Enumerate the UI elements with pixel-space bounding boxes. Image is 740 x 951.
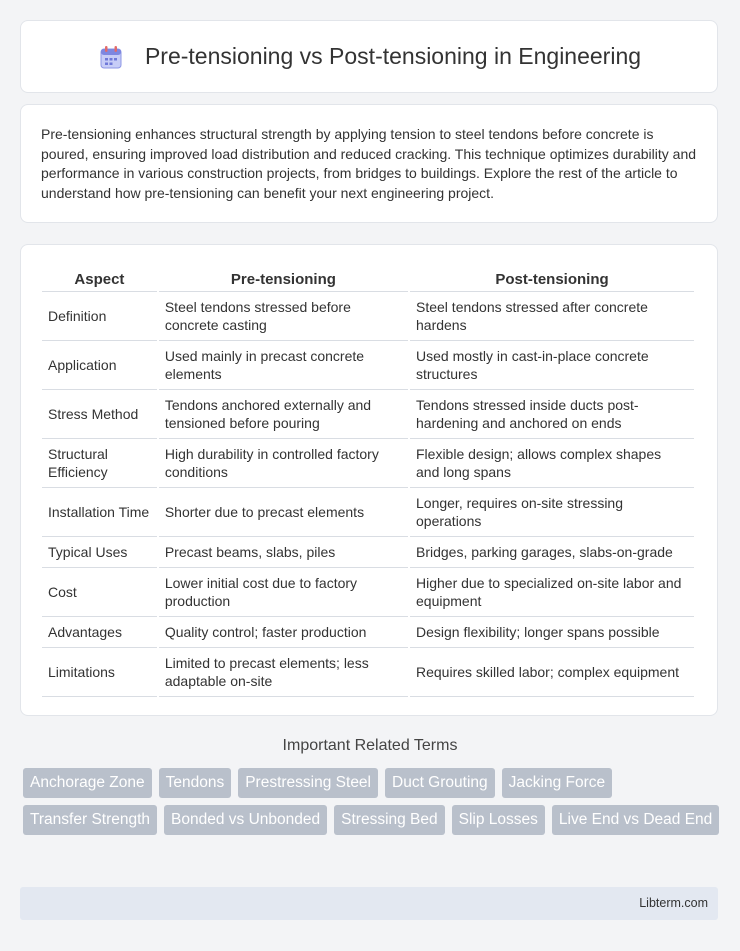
pre-cell: Lower initial cost due to factory production bbox=[159, 568, 408, 617]
table-row bbox=[42, 568, 694, 617]
aspect-cell: Stress Method bbox=[42, 390, 157, 439]
post-cell: Longer, requires on-site stressing operations bbox=[410, 488, 694, 537]
related-terms-title: Important Related Terms bbox=[282, 737, 458, 754]
aspect-cell: Application bbox=[42, 341, 157, 390]
pre-cell: Quality control; faster production bbox=[159, 617, 408, 648]
post-cell: Higher due to specialized on-site labor and equipment bbox=[410, 568, 694, 617]
comparison-card bbox=[20, 244, 718, 716]
aspect-cell: Limitations bbox=[42, 648, 157, 697]
aspect-cell: Cost bbox=[42, 568, 157, 617]
post-cell: Bridges, parking garages, slabs-on-grade bbox=[410, 537, 694, 568]
post-cell: Design flexibility; longer spans possible bbox=[410, 617, 694, 648]
table-row bbox=[42, 439, 694, 488]
term-tag[interactable]: Stressing Bed bbox=[334, 805, 445, 835]
aspect-cell: Installation Time bbox=[42, 488, 157, 537]
term-tag[interactable]: Bonded vs Unbonded bbox=[164, 805, 327, 835]
table-row bbox=[42, 341, 694, 390]
pre-cell: Tendons anchored externally and tensioned before pouring bbox=[159, 390, 408, 439]
post-cell: Steel tendons stressed after concrete hardens bbox=[410, 292, 694, 341]
post-cell: Flexible design; allows complex shapes and long spans bbox=[410, 439, 694, 488]
pre-cell: Precast beams, slabs, piles bbox=[159, 537, 408, 568]
header-post-tensioning: Post-tensioning bbox=[410, 265, 694, 292]
table-row bbox=[42, 292, 694, 341]
term-tag[interactable]: Prestressing Steel bbox=[238, 768, 378, 798]
term-tag[interactable]: Transfer Strength bbox=[23, 805, 157, 835]
pre-cell: Steel tendons stressed before concrete casting bbox=[159, 292, 408, 341]
table-row bbox=[42, 537, 694, 568]
term-tag[interactable]: Anchorage Zone bbox=[23, 768, 152, 798]
term-tag[interactable]: Duct Grouting bbox=[385, 768, 495, 798]
pre-cell: Limited to precast elements; less adaptable on-site bbox=[159, 648, 408, 697]
pre-cell: Shorter due to precast elements bbox=[159, 488, 408, 537]
aspect-cell: Typical Uses bbox=[42, 537, 157, 568]
header-aspect: Aspect bbox=[42, 265, 157, 292]
post-cell: Used mostly in cast-in-place concrete structures bbox=[410, 341, 694, 390]
table-row bbox=[42, 488, 694, 537]
page-title: Pre-tensioning vs Post-tensioning in Engineering bbox=[144, 43, 642, 69]
pre-cell: Used mainly in precast concrete elements bbox=[159, 341, 408, 390]
footer bbox=[20, 887, 718, 920]
term-tag[interactable]: Jacking Force bbox=[502, 768, 612, 798]
header-pre-tensioning: Pre-tensioning bbox=[159, 265, 408, 292]
pre-cell: High durability in controlled factory conditions bbox=[159, 439, 408, 488]
table-row bbox=[42, 617, 694, 648]
term-tag[interactable]: Tendons bbox=[159, 768, 232, 798]
term-tag[interactable]: Live End vs Dead End bbox=[552, 805, 719, 835]
term-tag[interactable]: Slip Losses bbox=[452, 805, 545, 835]
calendar-icon bbox=[97, 43, 125, 71]
table-row bbox=[42, 648, 694, 697]
table-row bbox=[42, 390, 694, 439]
post-cell: Tendons stressed inside ducts post-hardening and anchored on ends bbox=[410, 390, 694, 439]
post-cell: Requires skilled labor; complex equipment bbox=[410, 648, 694, 697]
comparison-table bbox=[40, 265, 696, 697]
page-header bbox=[20, 20, 718, 93]
aspect-cell: Structural Efficiency bbox=[42, 439, 157, 488]
intro-card bbox=[20, 104, 718, 223]
intro-text: Pre-tensioning enhances structural strength by applying tension to steel tendons before concrete is poured, ensuring improved load distribution and reduced cracking. This technique optimizes durability and performance in various construction projects, from bridges to buildings. Explore the rest of the article to understand how pre-tensioning can benefit your next engineering project. bbox=[41, 126, 697, 201]
aspect-cell: Advantages bbox=[42, 617, 157, 648]
footer-brand-link[interactable]: Libterm.com bbox=[639, 896, 708, 910]
related-terms-list bbox=[23, 768, 723, 835]
aspect-cell: Definition bbox=[42, 292, 157, 341]
